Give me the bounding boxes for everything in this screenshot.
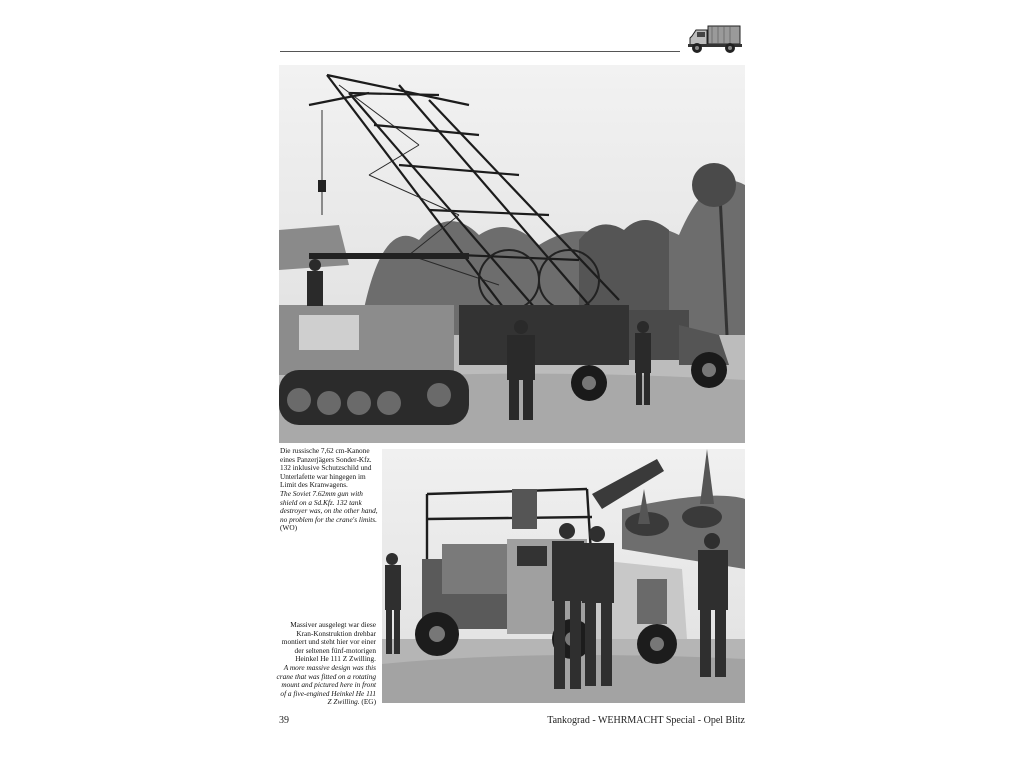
caption-2-en-line: mount and pictured here in front bbox=[281, 680, 376, 690]
caption-2-en-line: of a five-engined Heinkel He 111 bbox=[280, 688, 376, 698]
caption-2-english bbox=[272, 664, 376, 698]
caption-2-en-line: crane that was fitted on a rotating bbox=[276, 671, 376, 681]
header-rule bbox=[280, 51, 680, 52]
caption-1-en-line: no problem for the crane's limits. bbox=[280, 514, 377, 524]
photo-credit: (WO) bbox=[280, 523, 298, 533]
caption-2-de-line: Massiver ausgelegt war diese bbox=[290, 620, 376, 629]
photo-crane-tank-destroyer bbox=[279, 65, 745, 443]
caption-2-de-line: montiert und steht hier vor einer bbox=[281, 637, 376, 647]
caption-1-de-line: Die russische 7,62 cm-Kanone bbox=[280, 446, 370, 455]
caption-2-last-line bbox=[272, 698, 376, 707]
opel-blitz-truck-icon bbox=[686, 20, 744, 56]
caption-1-de-line: eines Panzerjägers Sonder-Kfz. bbox=[280, 454, 372, 464]
page-number: 39 bbox=[279, 715, 289, 726]
caption-photo-2 bbox=[272, 621, 376, 707]
caption-1-english bbox=[280, 490, 380, 524]
caption-1-german bbox=[280, 447, 380, 490]
caption-2-de-line: Heinkel He 111 Z Zwilling. bbox=[295, 654, 376, 664]
caption-2-de-line: Kran-Konstruktion drehbar bbox=[296, 628, 376, 638]
caption-2-en-last: Z Zwilling. bbox=[327, 697, 360, 707]
photo-crane-heinkel bbox=[382, 449, 745, 703]
caption-1-de-line: Limit des Kranwagens. bbox=[280, 480, 348, 490]
running-footer: Tankograd - WEHRMACHT Special - Opel Blitz bbox=[547, 715, 745, 726]
caption-1-en-line: The Soviet 7.62mm gun with bbox=[280, 488, 363, 498]
caption-2-en-line: A more massive design was this bbox=[283, 662, 376, 672]
photo-credit: (EG) bbox=[361, 697, 376, 707]
caption-1-de-line: 132 inklusive Schutzschild und bbox=[280, 463, 372, 473]
caption-1-en-line: destroyer was, on the other hand, bbox=[280, 506, 378, 516]
caption-1-de-line: Unterlafette war hingegen im bbox=[280, 471, 366, 481]
caption-2-de-line: der seltenen fünf-motorigen bbox=[294, 645, 376, 655]
caption-2-german bbox=[272, 621, 376, 664]
caption-photo-1 bbox=[280, 447, 380, 533]
caption-1-en-line: shield on a Sd.Kfz. 132 tank bbox=[280, 497, 362, 507]
